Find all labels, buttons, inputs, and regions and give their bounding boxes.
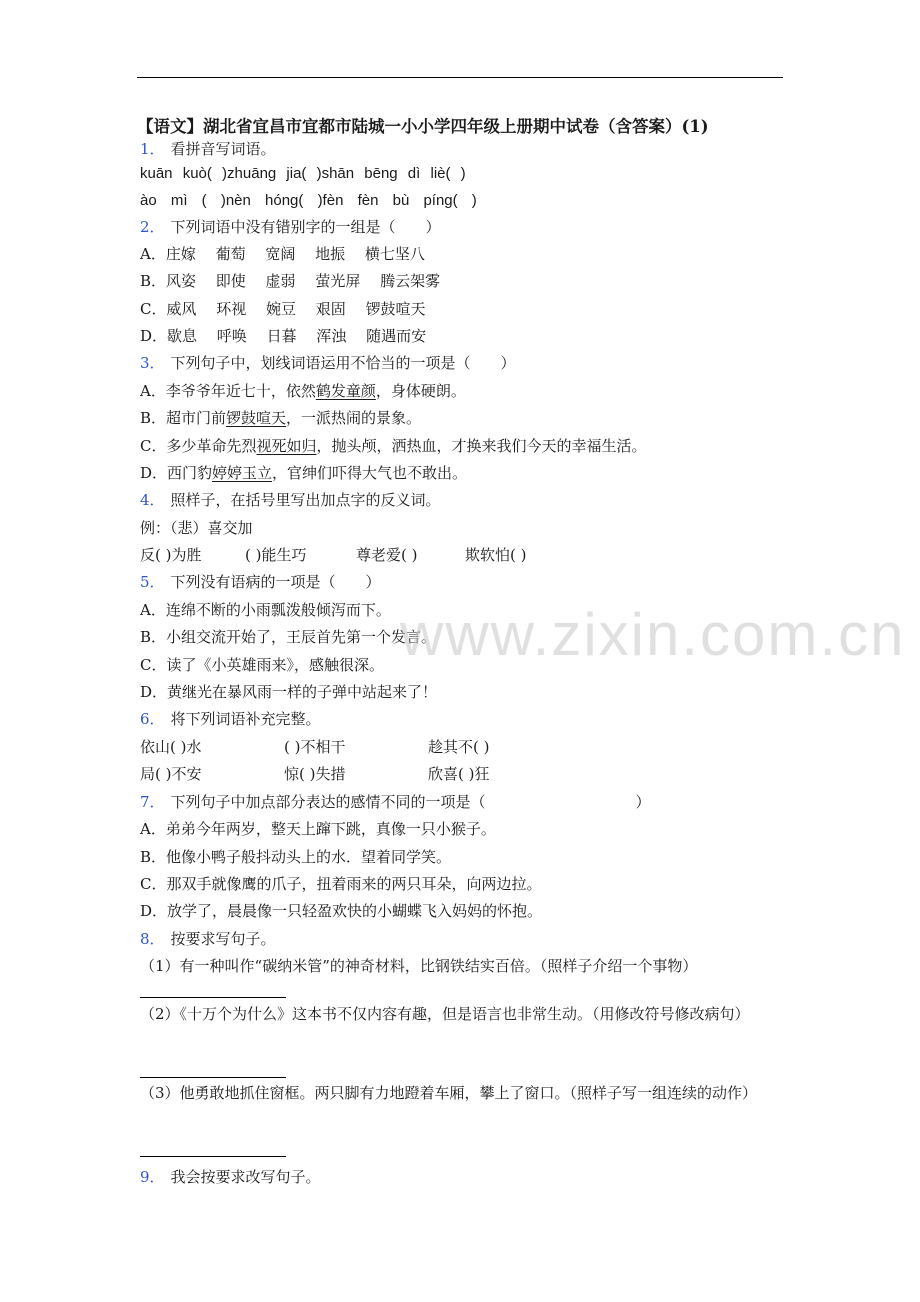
idiom-item: ( )不相干 — [284, 738, 346, 756]
option-text: ，身体硬朗。 — [375, 382, 466, 400]
underlined-phrase: 婷婷玉立 — [212, 464, 273, 482]
idiom-item: 依山( )水 — [140, 738, 202, 756]
question-4 — [140, 489, 441, 510]
underlined-phrase: 视死如归 — [256, 437, 317, 455]
question-number: 2． — [140, 218, 165, 236]
example-line: 例：（悲）喜交加 — [140, 519, 253, 537]
question-prompt: 按要求写句子。 — [170, 930, 276, 948]
question-2 — [140, 216, 441, 237]
pinyin-row-1: kuān kuò( )zhuāng jia( )shān bēng dì liè( ) — [140, 165, 466, 182]
option-a: A．弟弟今年两岁，整天上蹿下跳，真像一只小猴子。 — [140, 820, 496, 838]
header-rule — [137, 77, 783, 78]
option-a — [140, 380, 466, 401]
question-8 — [140, 928, 276, 949]
option-text: A．李爷爷年近七十，依然 — [140, 382, 316, 400]
answer-line — [140, 997, 286, 998]
question-number: 5． — [140, 573, 165, 591]
option-b: B．风姿 即使 虚弱 萤光屏 腾云架雾 — [140, 272, 441, 290]
question-prompt: 我会按要求改写句子。 — [170, 1168, 321, 1186]
question-prompt: 下列词语中没有错别字的一组是（ ） — [170, 218, 441, 236]
question-7 — [140, 791, 651, 812]
option-b — [140, 407, 421, 428]
question-number: 1． — [140, 140, 165, 158]
question-3 — [140, 352, 516, 373]
page-title: 【语文】湖北省宜昌市宜都市陆城一小小学四年级上册期中试卷（含答案）(1) — [137, 117, 709, 136]
option-text: ，一派热闹的景象。 — [286, 409, 422, 427]
idiom-item: 欣喜( )狂 — [428, 765, 490, 783]
question-prompt: 将下列词语补充完整。 — [170, 710, 321, 728]
idiom-item: 趁其不( ) — [428, 738, 490, 756]
option-d: D．黄继光在暴风雨一样的子弹中站起来了！ — [140, 683, 438, 701]
question-1 — [140, 138, 276, 159]
antonym-item: 尊老爱( ) — [356, 546, 418, 564]
question-prompt: 照样子，在括号里写出加点字的反义词。 — [170, 491, 441, 509]
antonym-item: 反( )为胜 — [140, 546, 202, 564]
antonym-item: 欺软怕( ) — [465, 546, 527, 564]
question-5 — [140, 571, 381, 592]
sub-question-1: （1）有一种叫作“碳纳米管”的神奇材料，比钢铁结实百倍。（照样子介绍一个事物） — [140, 957, 698, 975]
pinyin-row-2: ào mì ( )nèn hóng( )fèn fèn bù píng( ) — [140, 192, 477, 209]
idiom-item: 局( )不安 — [140, 765, 202, 783]
option-c: C．读了《小英雄雨来》，感触很深。 — [140, 656, 384, 674]
option-d: D．歇息 呼唤 日暮 浑浊 随遇而安 — [140, 327, 427, 345]
idiom-item: 惊( )失措 — [284, 765, 346, 783]
option-text: ，抛头颅，洒热血，才换来我们今天的幸福生活。 — [316, 437, 647, 455]
sub-question-3: （3）他勇敢地抓住窗框。两只脚有力地蹬着车厢，攀上了窗口。（照样子写一组连续的动作） — [140, 1084, 758, 1102]
option-text: D．西门豹 — [140, 464, 213, 482]
option-b: B．他像小鸭子般抖动头上的水．望着同学笑。 — [140, 848, 452, 866]
question-number: 6． — [140, 710, 165, 728]
question-number: 3． — [140, 354, 165, 372]
question-prompt: 下列句子中，划线词语运用不恰当的一项是（ ） — [170, 354, 516, 372]
answer-line — [140, 1077, 286, 1078]
watermark: www.zixin.com.cn — [400, 601, 906, 668]
option-a: A．连绵不断的小雨瓢泼般倾泻而下。 — [140, 601, 391, 619]
question-prompt: 下列没有语病的一项是（ ） — [170, 573, 381, 591]
question-number: 7． — [140, 793, 165, 811]
option-c: C．那双手就像鹰的爪子，扭着雨来的两只耳朵，向两边拉。 — [140, 875, 542, 893]
antonym-item: ( )能生巧 — [245, 546, 307, 564]
question-number: 9． — [140, 1168, 165, 1186]
question-9 — [140, 1166, 321, 1187]
underlined-phrase: 锣鼓喧天 — [226, 409, 287, 427]
question-number: 8． — [140, 930, 165, 948]
option-c — [140, 435, 647, 456]
answer-line — [140, 1156, 286, 1157]
option-d — [140, 462, 467, 483]
option-text: B．超市门前 — [140, 409, 227, 427]
option-a: A．庄嫁 葡萄 宽阔 地振 横七坚八 — [140, 245, 425, 263]
option-text: C．多少革命先烈 — [140, 437, 257, 455]
question-6 — [140, 708, 321, 729]
option-c: C．威风 环视 婉豆 艰固 锣鼓喧天 — [140, 300, 426, 318]
underlined-phrase: 鹤发童颜 — [315, 382, 376, 400]
question-number: 4． — [140, 491, 165, 509]
option-d: D．放学了，晨晨像一只轻盈欢快的小蝴蝶飞入妈妈的怀抱。 — [140, 902, 543, 920]
question-prompt: 看拼音写词语。 — [170, 140, 276, 158]
question-prompt: 下列句子中加点部分表达的感情不同的一项是（ ） — [170, 793, 651, 811]
option-b: B．小组交流开始了，王辰首先第一个发言。 — [140, 628, 437, 646]
sub-question-2: （2）《十万个为什么》这本书不仅内容有趣，但是语言也非常生动。（用修改符号修改病句） — [140, 1005, 750, 1023]
option-text: ，官绅们吓得大气也不敢出。 — [272, 464, 468, 482]
